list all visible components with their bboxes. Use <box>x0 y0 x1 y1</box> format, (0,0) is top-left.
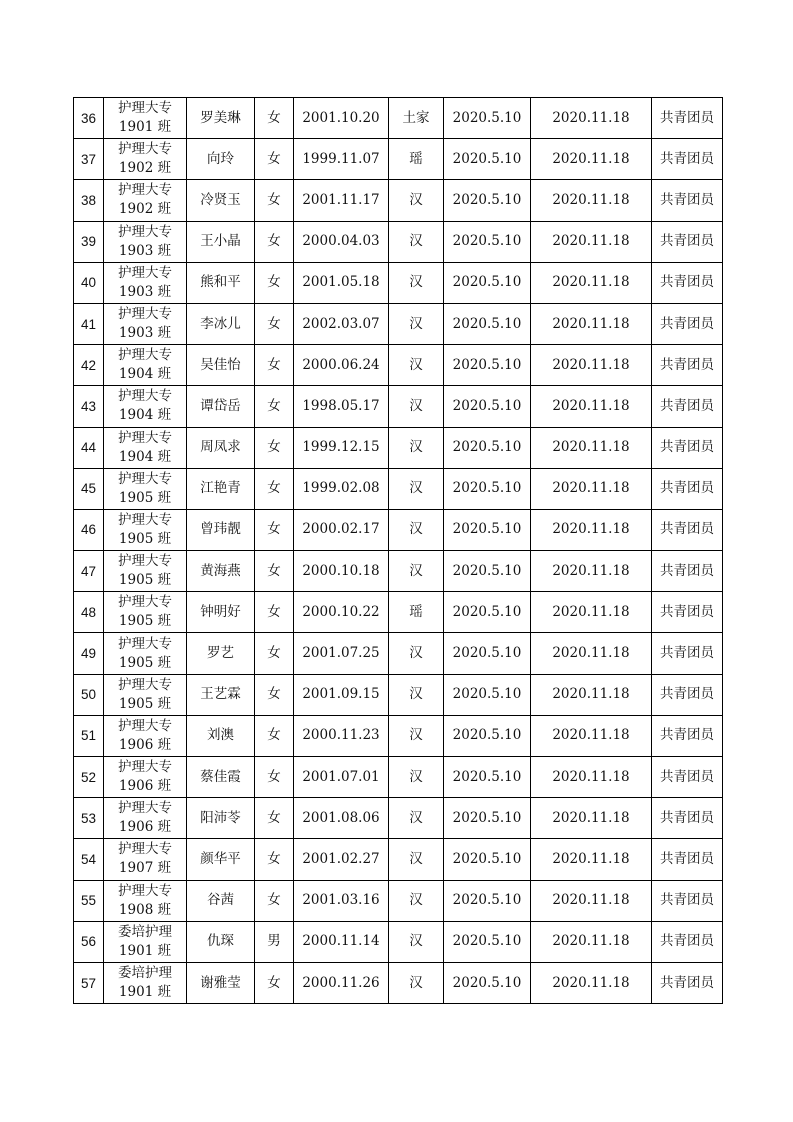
birth-date: 2001.07.25 <box>294 633 389 674</box>
class-cell <box>104 880 187 921</box>
class-number: 1902 班 <box>118 160 172 177</box>
class-cell <box>104 592 187 633</box>
date-cell-1: 2020.5.10 <box>444 715 531 756</box>
class-program: 护理大专 <box>118 100 172 117</box>
class-cell <box>104 98 187 139</box>
class-program: 护理大专 <box>118 717 172 734</box>
table-row <box>74 551 723 592</box>
student-name: 王小晶 <box>187 221 255 262</box>
date-cell-1: 2020.5.10 <box>444 427 531 468</box>
gender-cell: 男 <box>255 921 294 962</box>
table-row <box>74 386 723 427</box>
class-cell <box>104 303 187 344</box>
date-cell-2: 2020.11.18 <box>531 262 652 303</box>
date-cell-2: 2020.11.18 <box>531 509 652 550</box>
class-cell <box>104 921 187 962</box>
date-cell-1: 2020.5.10 <box>444 592 531 633</box>
ethnicity-cell: 汉 <box>389 757 444 798</box>
political-status: 共青团员 <box>652 551 723 592</box>
date-cell-1: 2020.5.10 <box>444 468 531 509</box>
table-row <box>74 592 723 633</box>
table-row <box>74 633 723 674</box>
political-status: 共青团员 <box>652 386 723 427</box>
class-cell <box>104 757 187 798</box>
gender-cell: 女 <box>255 509 294 550</box>
class-number: 1901 班 <box>118 942 172 959</box>
ethnicity-cell: 汉 <box>389 715 444 756</box>
class-number: 1907 班 <box>118 860 172 877</box>
class-number: 1905 班 <box>118 530 172 547</box>
class-number: 1903 班 <box>118 325 172 342</box>
student-name: 谢雅莹 <box>187 962 255 1003</box>
birth-date: 2000.10.18 <box>294 551 389 592</box>
gender-cell: 女 <box>255 303 294 344</box>
student-name: 刘澳 <box>187 715 255 756</box>
class-program: 护理大专 <box>118 635 172 652</box>
birth-date: 2001.11.17 <box>294 180 389 221</box>
ethnicity-cell: 瑶 <box>389 592 444 633</box>
birth-date: 2001.08.06 <box>294 798 389 839</box>
gender-cell: 女 <box>255 551 294 592</box>
class-program: 委培护理 <box>118 923 172 940</box>
class-number: 1904 班 <box>118 448 172 465</box>
date-cell-1: 2020.5.10 <box>444 798 531 839</box>
table-row <box>74 798 723 839</box>
date-cell-1: 2020.5.10 <box>444 221 531 262</box>
student-name: 黄海燕 <box>187 551 255 592</box>
ethnicity-cell: 汉 <box>389 839 444 880</box>
row-number: 53 <box>74 798 104 839</box>
date-cell-2: 2020.11.18 <box>531 221 652 262</box>
political-status: 共青团员 <box>652 262 723 303</box>
class-cell <box>104 551 187 592</box>
ethnicity-cell: 汉 <box>389 798 444 839</box>
table-row <box>74 715 723 756</box>
roster-table <box>73 97 723 1004</box>
gender-cell: 女 <box>255 757 294 798</box>
date-cell-2: 2020.11.18 <box>531 180 652 221</box>
student-name: 谷茜 <box>187 880 255 921</box>
date-cell-1: 2020.5.10 <box>444 880 531 921</box>
date-cell-1: 2020.5.10 <box>444 345 531 386</box>
political-status: 共青团员 <box>652 839 723 880</box>
table-row <box>74 345 723 386</box>
date-cell-2: 2020.11.18 <box>531 757 652 798</box>
class-number: 1906 班 <box>118 819 172 836</box>
political-status: 共青团员 <box>652 509 723 550</box>
row-number: 39 <box>74 221 104 262</box>
class-cell <box>104 674 187 715</box>
class-number: 1904 班 <box>118 407 172 424</box>
gender-cell: 女 <box>255 798 294 839</box>
gender-cell: 女 <box>255 427 294 468</box>
table-row <box>74 757 723 798</box>
class-number: 1903 班 <box>118 242 172 259</box>
political-status: 共青团员 <box>652 798 723 839</box>
birth-date: 1999.11.07 <box>294 139 389 180</box>
student-name: 吴佳怡 <box>187 345 255 386</box>
class-cell <box>104 715 187 756</box>
ethnicity-cell: 汉 <box>389 345 444 386</box>
birth-date: 2001.03.16 <box>294 880 389 921</box>
row-number: 51 <box>74 715 104 756</box>
class-program: 护理大专 <box>118 553 172 570</box>
date-cell-1: 2020.5.10 <box>444 386 531 427</box>
date-cell-1: 2020.5.10 <box>444 921 531 962</box>
student-name: 李冰儿 <box>187 303 255 344</box>
table-row <box>74 262 723 303</box>
birth-date: 1999.02.08 <box>294 468 389 509</box>
student-name: 颜华平 <box>187 839 255 880</box>
gender-cell: 女 <box>255 880 294 921</box>
gender-cell: 女 <box>255 715 294 756</box>
class-number: 1906 班 <box>118 778 172 795</box>
date-cell-1: 2020.5.10 <box>444 962 531 1003</box>
class-program: 委培护理 <box>118 965 172 982</box>
class-cell <box>104 427 187 468</box>
class-program: 护理大专 <box>118 141 172 158</box>
class-program: 护理大专 <box>118 841 172 858</box>
ethnicity-cell: 汉 <box>389 633 444 674</box>
class-program: 护理大专 <box>118 223 172 240</box>
gender-cell: 女 <box>255 180 294 221</box>
date-cell-2: 2020.11.18 <box>531 880 652 921</box>
student-name: 谭岱岳 <box>187 386 255 427</box>
gender-cell: 女 <box>255 633 294 674</box>
roster-body <box>74 98 723 1004</box>
row-number: 46 <box>74 509 104 550</box>
birth-date: 2001.05.18 <box>294 262 389 303</box>
row-number: 40 <box>74 262 104 303</box>
row-number: 41 <box>74 303 104 344</box>
class-program: 护理大专 <box>118 182 172 199</box>
date-cell-2: 2020.11.18 <box>531 592 652 633</box>
class-cell <box>104 962 187 1003</box>
class-cell <box>104 262 187 303</box>
class-cell <box>104 345 187 386</box>
class-program: 护理大专 <box>118 347 172 364</box>
row-number: 55 <box>74 880 104 921</box>
student-name: 冷贤玉 <box>187 180 255 221</box>
student-name: 王艺霖 <box>187 674 255 715</box>
class-number: 1902 班 <box>118 201 172 218</box>
class-cell <box>104 509 187 550</box>
gender-cell: 女 <box>255 468 294 509</box>
date-cell-1: 2020.5.10 <box>444 633 531 674</box>
class-cell <box>104 180 187 221</box>
class-number: 1905 班 <box>118 613 172 630</box>
class-program: 护理大专 <box>118 511 172 528</box>
class-program: 护理大专 <box>118 676 172 693</box>
gender-cell: 女 <box>255 98 294 139</box>
date-cell-1: 2020.5.10 <box>444 139 531 180</box>
gender-cell: 女 <box>255 839 294 880</box>
class-cell <box>104 468 187 509</box>
birth-date: 1998.05.17 <box>294 386 389 427</box>
birth-date: 2000.11.23 <box>294 715 389 756</box>
ethnicity-cell: 汉 <box>389 551 444 592</box>
political-status: 共青团员 <box>652 221 723 262</box>
table-row <box>74 962 723 1003</box>
gender-cell: 女 <box>255 386 294 427</box>
birth-date: 2000.11.26 <box>294 962 389 1003</box>
date-cell-1: 2020.5.10 <box>444 674 531 715</box>
ethnicity-cell: 汉 <box>389 221 444 262</box>
ethnicity-cell: 汉 <box>389 386 444 427</box>
birth-date: 2001.02.27 <box>294 839 389 880</box>
class-number: 1905 班 <box>118 572 172 589</box>
political-status: 共青团员 <box>652 303 723 344</box>
class-program: 护理大专 <box>118 882 172 899</box>
ethnicity-cell: 汉 <box>389 674 444 715</box>
ethnicity-cell: 汉 <box>389 180 444 221</box>
date-cell-2: 2020.11.18 <box>531 386 652 427</box>
date-cell-2: 2020.11.18 <box>531 345 652 386</box>
student-name: 江艳青 <box>187 468 255 509</box>
student-name: 向玲 <box>187 139 255 180</box>
birth-date: 2000.06.24 <box>294 345 389 386</box>
table-row <box>74 427 723 468</box>
date-cell-1: 2020.5.10 <box>444 98 531 139</box>
ethnicity-cell: 汉 <box>389 427 444 468</box>
class-program: 护理大专 <box>118 759 172 776</box>
date-cell-1: 2020.5.10 <box>444 839 531 880</box>
date-cell-2: 2020.11.18 <box>531 715 652 756</box>
row-number: 44 <box>74 427 104 468</box>
ethnicity-cell: 汉 <box>389 303 444 344</box>
student-name: 罗美琳 <box>187 98 255 139</box>
political-status: 共青团员 <box>652 880 723 921</box>
table-row <box>74 674 723 715</box>
class-number: 1903 班 <box>118 283 172 300</box>
birth-date: 2002.03.07 <box>294 303 389 344</box>
gender-cell: 女 <box>255 592 294 633</box>
ethnicity-cell: 汉 <box>389 962 444 1003</box>
ethnicity-cell: 汉 <box>389 921 444 962</box>
birth-date: 2001.09.15 <box>294 674 389 715</box>
birth-date: 2000.10.22 <box>294 592 389 633</box>
date-cell-2: 2020.11.18 <box>531 674 652 715</box>
class-program: 护理大专 <box>118 470 172 487</box>
student-name: 曾玮靓 <box>187 509 255 550</box>
political-status: 共青团员 <box>652 757 723 798</box>
birth-date: 2001.10.20 <box>294 98 389 139</box>
class-number: 1906 班 <box>118 736 172 753</box>
student-name: 蔡佳霞 <box>187 757 255 798</box>
table-row <box>74 839 723 880</box>
student-name: 熊和平 <box>187 262 255 303</box>
row-number: 47 <box>74 551 104 592</box>
student-name: 阳沛苓 <box>187 798 255 839</box>
class-number: 1901 班 <box>118 984 172 1001</box>
table-row <box>74 139 723 180</box>
table-row <box>74 921 723 962</box>
political-status: 共青团员 <box>652 674 723 715</box>
class-number: 1908 班 <box>118 901 172 918</box>
gender-cell: 女 <box>255 962 294 1003</box>
political-status: 共青团员 <box>652 427 723 468</box>
class-cell <box>104 386 187 427</box>
class-number: 1905 班 <box>118 695 172 712</box>
class-number: 1904 班 <box>118 366 172 383</box>
class-program: 护理大专 <box>118 306 172 323</box>
ethnicity-cell: 汉 <box>389 509 444 550</box>
table-row <box>74 221 723 262</box>
row-number: 54 <box>74 839 104 880</box>
gender-cell: 女 <box>255 221 294 262</box>
political-status: 共青团员 <box>652 921 723 962</box>
table-row <box>74 98 723 139</box>
political-status: 共青团员 <box>652 962 723 1003</box>
student-name: 周凤求 <box>187 427 255 468</box>
political-status: 共青团员 <box>652 715 723 756</box>
table-row <box>74 468 723 509</box>
class-cell <box>104 633 187 674</box>
birth-date: 2001.07.01 <box>294 757 389 798</box>
row-number: 56 <box>74 921 104 962</box>
date-cell-2: 2020.11.18 <box>531 468 652 509</box>
ethnicity-cell: 瑶 <box>389 139 444 180</box>
row-number: 52 <box>74 757 104 798</box>
table-row <box>74 303 723 344</box>
class-number: 1905 班 <box>118 489 172 506</box>
ethnicity-cell: 汉 <box>389 262 444 303</box>
political-status: 共青团员 <box>652 468 723 509</box>
birth-date: 2000.11.14 <box>294 921 389 962</box>
row-number: 37 <box>74 139 104 180</box>
student-name: 罗艺 <box>187 633 255 674</box>
date-cell-1: 2020.5.10 <box>444 509 531 550</box>
class-program: 护理大专 <box>118 429 172 446</box>
date-cell-1: 2020.5.10 <box>444 262 531 303</box>
class-cell <box>104 221 187 262</box>
class-program: 护理大专 <box>118 388 172 405</box>
date-cell-2: 2020.11.18 <box>531 427 652 468</box>
political-status: 共青团员 <box>652 98 723 139</box>
date-cell-2: 2020.11.18 <box>531 139 652 180</box>
student-name: 钟明好 <box>187 592 255 633</box>
class-program: 护理大专 <box>118 264 172 281</box>
gender-cell: 女 <box>255 139 294 180</box>
date-cell-1: 2020.5.10 <box>444 757 531 798</box>
political-status: 共青团员 <box>652 633 723 674</box>
date-cell-1: 2020.5.10 <box>444 303 531 344</box>
class-cell <box>104 798 187 839</box>
date-cell-1: 2020.5.10 <box>444 551 531 592</box>
table-row <box>74 880 723 921</box>
political-status: 共青团员 <box>652 592 723 633</box>
date-cell-2: 2020.11.18 <box>531 962 652 1003</box>
date-cell-2: 2020.11.18 <box>531 839 652 880</box>
gender-cell: 女 <box>255 345 294 386</box>
row-number: 57 <box>74 962 104 1003</box>
birth-date: 2000.04.03 <box>294 221 389 262</box>
gender-cell: 女 <box>255 262 294 303</box>
political-status: 共青团员 <box>652 345 723 386</box>
class-number: 1901 班 <box>118 119 172 136</box>
date-cell-2: 2020.11.18 <box>531 303 652 344</box>
political-status: 共青团员 <box>652 180 723 221</box>
row-number: 36 <box>74 98 104 139</box>
row-number: 43 <box>74 386 104 427</box>
class-number: 1905 班 <box>118 654 172 671</box>
row-number: 45 <box>74 468 104 509</box>
class-cell <box>104 139 187 180</box>
date-cell-2: 2020.11.18 <box>531 798 652 839</box>
ethnicity-cell: 土家 <box>389 98 444 139</box>
ethnicity-cell: 汉 <box>389 468 444 509</box>
class-program: 护理大专 <box>118 594 172 611</box>
gender-cell: 女 <box>255 674 294 715</box>
political-status: 共青团员 <box>652 139 723 180</box>
class-cell <box>104 839 187 880</box>
row-number: 38 <box>74 180 104 221</box>
date-cell-2: 2020.11.18 <box>531 551 652 592</box>
birth-date: 1999.12.15 <box>294 427 389 468</box>
ethnicity-cell: 汉 <box>389 880 444 921</box>
row-number: 50 <box>74 674 104 715</box>
date-cell-1: 2020.5.10 <box>444 180 531 221</box>
student-name: 仇琛 <box>187 921 255 962</box>
class-program: 护理大专 <box>118 800 172 817</box>
table-row <box>74 180 723 221</box>
row-number: 49 <box>74 633 104 674</box>
table-row <box>74 509 723 550</box>
row-number: 42 <box>74 345 104 386</box>
date-cell-2: 2020.11.18 <box>531 98 652 139</box>
date-cell-2: 2020.11.18 <box>531 921 652 962</box>
birth-date: 2000.02.17 <box>294 509 389 550</box>
date-cell-2: 2020.11.18 <box>531 633 652 674</box>
row-number: 48 <box>74 592 104 633</box>
